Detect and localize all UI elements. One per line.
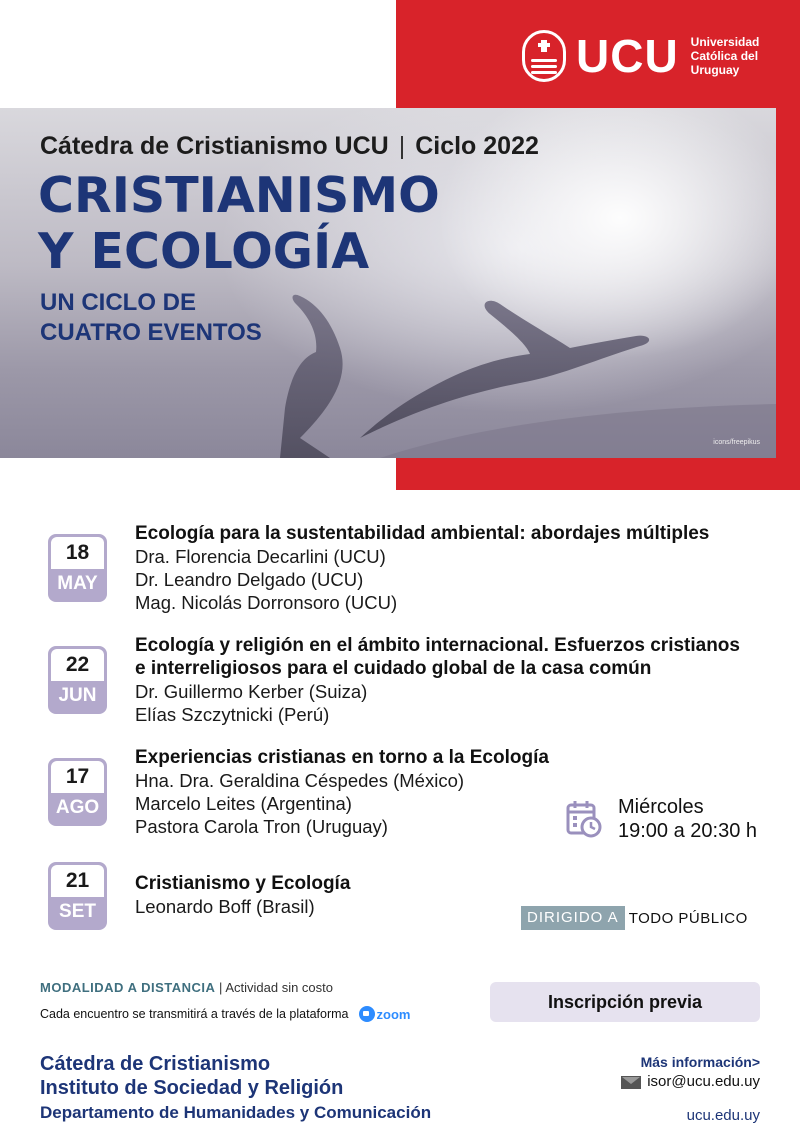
modality-label: MODALIDAD A DISTANCIA bbox=[40, 980, 216, 995]
audience-info bbox=[521, 906, 748, 930]
date-day: 21 bbox=[51, 865, 104, 897]
calendar-clock-icon bbox=[566, 800, 602, 838]
page-title: CRISTIANISMO Y ECOLOGÍA bbox=[38, 167, 440, 280]
event-details bbox=[135, 634, 775, 726]
audience-value: TODO PÚBLICO bbox=[628, 909, 748, 927]
event-title: Ecología y religión en el ámbito internacional. Esfuerzos cristianos bbox=[135, 635, 740, 656]
event-speaker: Dr. Leandro Delgado (UCU) bbox=[135, 569, 364, 590]
modality-line: MODALIDAD A DISTANCIA | Actividad sin costo bbox=[40, 980, 333, 995]
zoom-icon bbox=[359, 1006, 375, 1022]
ucu-logo bbox=[522, 28, 772, 84]
date-month: MAY bbox=[57, 573, 98, 594]
event-title: e interreligiosos para el cuidado global de la casa común bbox=[135, 658, 652, 679]
signup-button[interactable]: Inscripción previa bbox=[490, 982, 760, 1022]
more-info-link[interactable]: Más información> bbox=[640, 1054, 760, 1070]
event-speaker: Hna. Dra. Geraldina Céspedes (México) bbox=[135, 770, 465, 791]
event-speaker: Mag. Nicolás Dorronsoro (UCU) bbox=[135, 592, 398, 613]
event-speaker: Dra. Florencia Decarlini (UCU) bbox=[135, 546, 386, 567]
date-badge bbox=[48, 758, 107, 826]
event-speaker: Dr. Guillermo Kerber (Suiza) bbox=[135, 681, 368, 702]
schedule-time: 19:00 a 20:30 h bbox=[618, 820, 758, 842]
date-badge bbox=[48, 646, 107, 714]
date-day: 18 bbox=[51, 537, 104, 569]
cost-note: Actividad sin costo bbox=[225, 980, 333, 995]
date-badge bbox=[48, 862, 107, 930]
event-title: Cristianismo y Ecología bbox=[135, 873, 351, 894]
logo-wordmark: UCU bbox=[576, 30, 679, 82]
event-speaker: Pastora Carola Tron (Uruguay) bbox=[135, 816, 388, 837]
website-link[interactable]: ucu.edu.uy bbox=[686, 1107, 760, 1124]
date-day: 17 bbox=[51, 761, 104, 793]
email-link[interactable]: isor@ucu.edu.uy bbox=[621, 1072, 760, 1092]
event-speaker: Marcelo Leites (Argentina) bbox=[135, 793, 352, 814]
banner-subtitle: UN CICLO DE CUATRO EVENTOS bbox=[40, 289, 262, 346]
banner-kicker: Cátedra de Cristianismo UCU | Ciclo 2022 bbox=[40, 132, 539, 160]
event-title: Experiencias cristianas en torno a la Ecología bbox=[135, 747, 549, 768]
date-month: SET bbox=[59, 901, 96, 922]
event-speaker: Leonardo Boff (Brasil) bbox=[135, 896, 315, 917]
ucu-emblem-icon bbox=[522, 30, 566, 82]
date-badge bbox=[48, 534, 107, 602]
schedule-text bbox=[618, 795, 757, 843]
hero-banner bbox=[0, 108, 776, 458]
event-details bbox=[135, 522, 775, 614]
footer-institution: Cátedra de Cristianismo Instituto de Sociedad y Religión Departamento de Humanidades y Comunicación bbox=[40, 1053, 432, 1122]
event-title: Ecología para la sustentabilidad ambiental: abordajes múltiples bbox=[135, 523, 710, 544]
date-month: JUN bbox=[58, 685, 97, 706]
schedule-info bbox=[566, 795, 757, 843]
platform-line: Cada encuentro se transmitirá a través de la plataforma zoom bbox=[40, 1006, 411, 1022]
date-month: AGO bbox=[55, 797, 100, 818]
photo-credit: icons/freepikus bbox=[713, 439, 760, 446]
event-speaker: Elías Szczytnicki (Perú) bbox=[135, 704, 330, 725]
zoom-logo: zoom bbox=[359, 1006, 411, 1022]
schedule-day: Miércoles bbox=[618, 796, 704, 818]
audience-tag: DIRIGIDO A bbox=[521, 906, 625, 930]
mail-icon bbox=[621, 1076, 641, 1089]
logo-subtitle: Universidad Católica del Uruguay bbox=[690, 35, 760, 77]
footer-contact bbox=[621, 1052, 760, 1126]
date-day: 22 bbox=[51, 649, 104, 681]
